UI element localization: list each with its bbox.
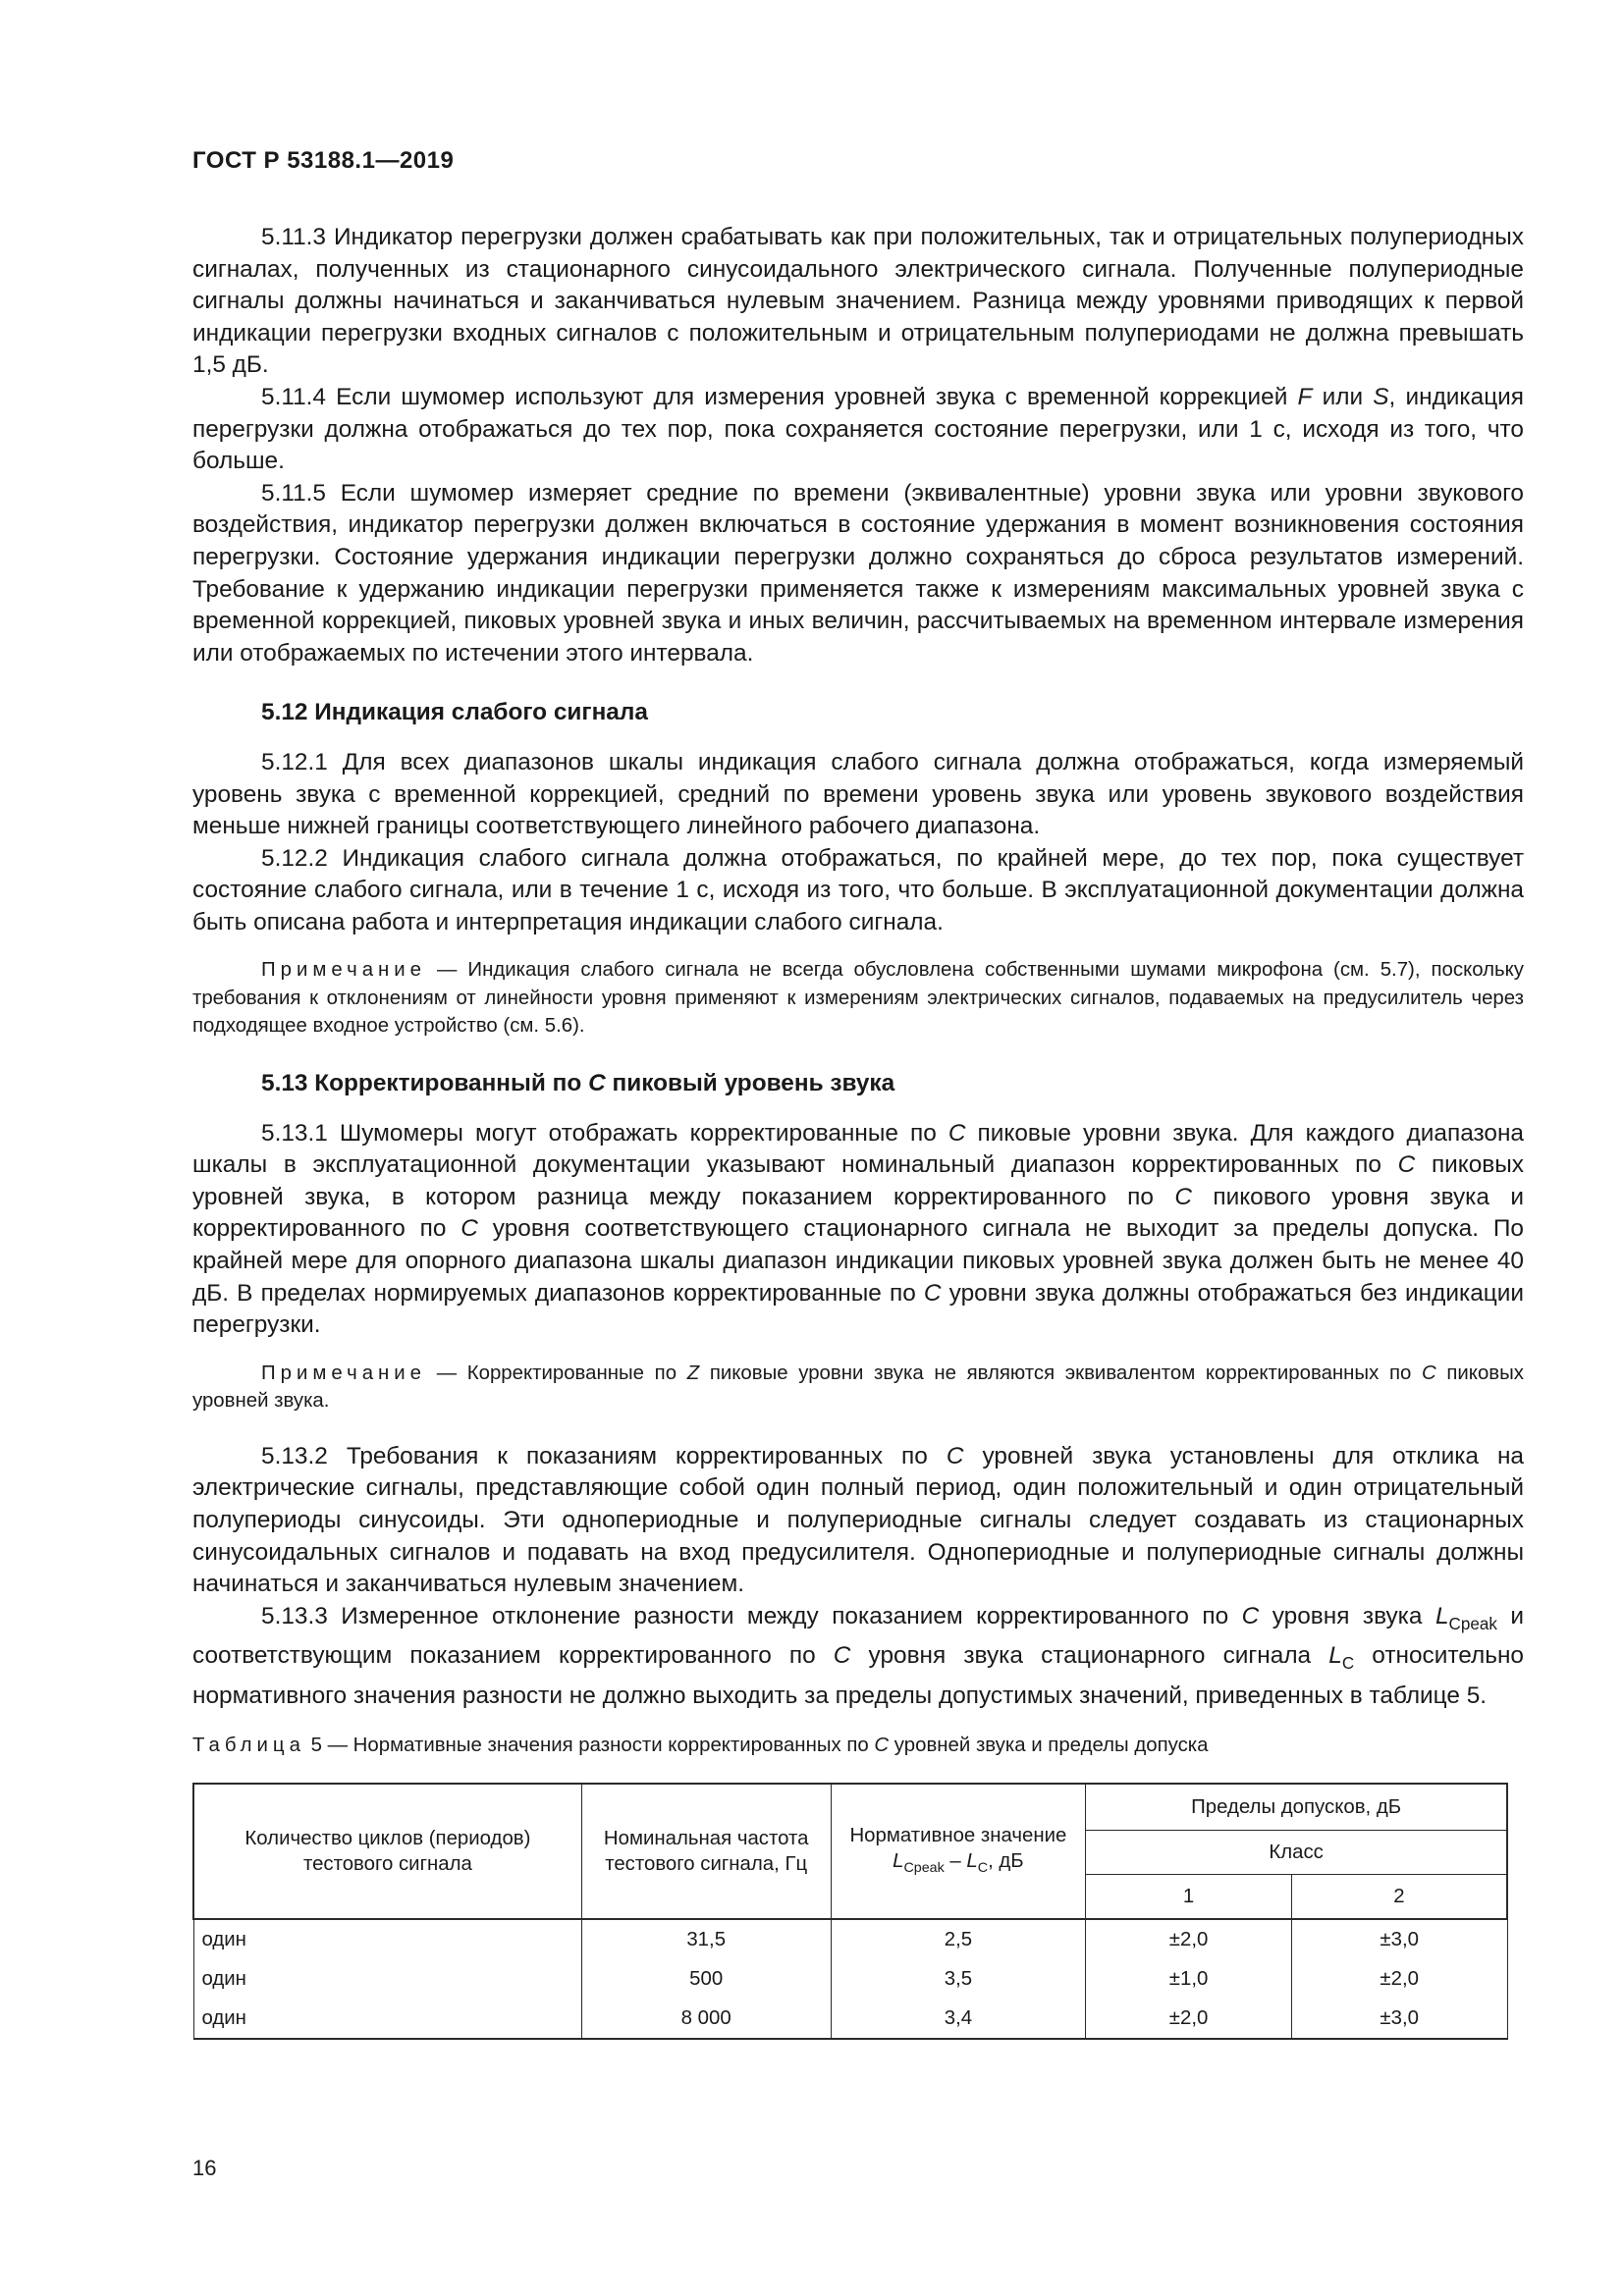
cell-cycles: один [193, 1959, 581, 1999]
cell-class-2: ±3,0 [1291, 1999, 1507, 2039]
text-run: пиковых уровней звука, в котором разница между показанием корректированного по [192, 1151, 1524, 1210]
text-run: — Корректированные по [426, 1362, 687, 1384]
italic-symbol: С [1174, 1183, 1192, 1210]
text-run: пиковые уровни звука не являются эквивалентом корректированных по [699, 1362, 1422, 1384]
table-row [193, 1999, 1507, 2039]
page-number: 16 [192, 2156, 217, 2180]
document-header: ГОСТ Р 53188.1—2019 [192, 147, 455, 174]
text-run: 5.13.1 Шумомеры могут отображать корректированные по [261, 1119, 948, 1147]
italic-symbol: С [1397, 1151, 1416, 1179]
note-label: Примечание [261, 1362, 427, 1384]
header-class-2: 2 [1291, 1875, 1507, 1920]
italic-symbol: L [966, 1849, 978, 1872]
italic-symbol: L [1435, 1602, 1449, 1629]
cell-cycles: один [193, 1919, 581, 1959]
subscript: Cpeak [1448, 1614, 1497, 1633]
text-run: пиковые уровни звука. Для каждого диапазона шкалы в эксплуатационной документации указывают номинальный диапазон корректированных по [192, 1119, 1524, 1179]
note-label: Примечание [261, 959, 427, 982]
paragraph-5-13-2 [192, 1441, 1524, 1601]
caption-label: Таблица [192, 1735, 305, 1757]
text-run: , индикация перегрузки должна отображаться до тех пор, пока сохраняется состояние перегрузки, или 1 с, исходя из того, что больше. [192, 383, 1524, 475]
italic-symbol: С [1241, 1602, 1260, 1629]
text-run: пиковый уровень звука [605, 1069, 895, 1096]
text-run: пикового уровня звука и корректированного по [192, 1183, 1524, 1243]
cell-normative: 3,5 [831, 1959, 1086, 1999]
header-class-1: 1 [1086, 1875, 1292, 1920]
cell-class-1: ±2,0 [1086, 1919, 1292, 1959]
italic-symbol: С [874, 1735, 890, 1757]
subscript: C [977, 1859, 989, 1876]
text-run: пиковых уровней звука. [192, 1362, 1524, 1413]
italic-symbol: С [947, 1119, 966, 1147]
text-run: 5.13 Корректированный по [261, 1069, 589, 1096]
cell-class-1: ±1,0 [1086, 1959, 1292, 1999]
text-run: уровней звука установлены для отклика на электрические сигналы, представляющие собой один полный период, один положительный и один отрицательный полупериоды синусоиды. Эти однопериодные и полупериодные сигналы следует создавать из стационарных синусоидальных сигналов и подавать на вход предусилителя. Однопериодные и полупериодные сигналы должны начинаться и заканчиваться нулевым значением. [192, 1442, 1524, 1598]
table-row [193, 1919, 1507, 1959]
paragraph-5-12-2: 5.12.2 Индикация слабого сигнала должна отображаться, по крайней мере, до тех пор, пока существует состояние слабого сигнала, или в течение 1 с, исходя из того, что больше. В эксплуатационной документации должна быть описана работа и интерпретация индикации слабого сигнала. [192, 844, 1524, 935]
cell-cycles: один [193, 1999, 581, 2039]
cell-class-2: ±3,0 [1291, 1919, 1507, 1959]
text-run: уровня звука стационарного сигнала [850, 1642, 1329, 1670]
text-run: уровня звука [1259, 1602, 1435, 1629]
italic-symbol: С [946, 1442, 964, 1469]
text-run: 5 — Нормативные значения разности корректированных по [304, 1735, 875, 1757]
italic-symbol: S [1373, 383, 1389, 410]
cell-normative: 3,4 [831, 1999, 1086, 2039]
cell-frequency: 500 [581, 1959, 831, 1999]
cell-class-1: ±2,0 [1086, 1999, 1292, 2039]
table-5-caption [192, 1732, 1524, 1759]
header-normative-value [831, 1784, 1086, 1919]
text-run: или [1312, 383, 1374, 410]
document-body [192, 222, 1524, 2040]
subscript: C [1341, 1654, 1355, 1674]
text-run: 5.11.4 Если шумомер используют для измерения уровней звука с временной коррекцией [261, 383, 1298, 410]
italic-symbol: F [1297, 383, 1313, 410]
subscript: Cpeak [903, 1859, 945, 1876]
text-run: уровня соответствующего стационарного сигнала не выходит за пределы допуска. По крайней мере для опорного диапазона шкалы диапазон индикации пиковых уровней звука должен быть не менее 40 дБ. В пределах нормируемых диапазонов корректированные по [192, 1215, 1524, 1307]
italic-symbol: L [893, 1849, 904, 1872]
header-class: Класс [1086, 1831, 1507, 1875]
text-run: и соответствующим показанием корректированного по [192, 1602, 1524, 1670]
paragraph-5-11-4 [192, 382, 1524, 478]
text-run: 5.13.3 Измеренное отклонение разности между показанием корректированного по [261, 1602, 1242, 1629]
text-run: – [944, 1849, 967, 1872]
header-cycles: Количество циклов (периодов) тестового сигнала [193, 1784, 581, 1919]
note-2 [192, 1360, 1524, 1415]
italic-symbol: Z [686, 1362, 700, 1384]
note-1 [192, 956, 1524, 1041]
table-5 [192, 1783, 1508, 2040]
paragraph-5-13-1 [192, 1118, 1524, 1342]
cell-class-2: ±2,0 [1291, 1959, 1507, 1999]
table-row [193, 1959, 1507, 1999]
section-heading-5-13 [192, 1068, 1524, 1100]
text-run: уровни звука должны отображаться без индикации перегрузки. [192, 1279, 1524, 1339]
text-run: , дБ [988, 1849, 1024, 1872]
paragraph-5-11-5: 5.11.5 Если шумомер измеряет средние по времени (эквивалентные) уровни звука или уровни звукового воздействия, индикатор перегрузки должен включаться в состояние удержания в момент возникновения состояния перегрузки. Состояние удержания индикации перегрузки должно сохраняться до сброса результатов измерений. Требование к удержанию индикации перегрузки применяется также к измерениям максимальных уровней звука с временной коррекцией, пиковых уровней звука и иных величин, рассчитываемых на временном интервале измерения или отображаемых по истечении этого интервала. [192, 479, 1524, 667]
cell-frequency: 31,5 [581, 1919, 831, 1959]
italic-symbol: С [588, 1069, 606, 1096]
note-text: — Индикация слабого сигнала не всегда обусловлена собственными шумами микрофона (см. 5.7), поскольку требования к отклонениям от линейности уровня применяют к измерениям электрических сигналов, подаваемых на предусилитель через подходящее входное устройство (см. 5.6). [192, 959, 1524, 1038]
italic-symbol: С [833, 1642, 851, 1670]
text-run: Нормативное значение [849, 1824, 1067, 1846]
paragraph-5-13-3 [192, 1601, 1524, 1713]
text-run: относительно нормативного значения разности не должно выходить за пределы допустимых значений, приведенных в таблице 5. [192, 1642, 1524, 1709]
cell-frequency: 8 000 [581, 1999, 831, 2039]
italic-symbol: С [923, 1279, 942, 1307]
section-heading-5-12: 5.12 Индикация слабого сигнала [261, 699, 648, 726]
text-run: уровней звука и пределы допуска [889, 1735, 1209, 1757]
paragraph-5-11-3: 5.11.3 Индикатор перегрузки должен срабатывать как при положительных, так и отрицательных полупериодных сигналах, полученных из стационарного синусоидального электрического сигнала. Полученные полупериодные сигналы должны начинаться и заканчиваться нулевым значением. Разница между уровнями приводящих к первой индикации перегрузки входных сигналов с положительным и отрицательным полупериодами не должна превышать 1,5 дБ. [192, 224, 1524, 379]
italic-symbol: С [1421, 1362, 1436, 1384]
paragraph-5-12-1: 5.12.1 Для всех диапазонов шкалы индикация слабого сигнала должна отображаться, когда измеряемый уровень звука с временной коррекцией, средний по времени уровень звука или уровень звукового воздействия меньше нижней границы соответствующего линейного рабочего диапазона. [192, 748, 1524, 840]
cell-normative: 2,5 [831, 1919, 1086, 1959]
italic-symbol: С [460, 1215, 478, 1243]
text-run: 5.13.2 Требования к показаниям корректированных по [261, 1442, 947, 1469]
header-tolerance: Пределы допусков, дБ [1086, 1784, 1507, 1831]
header-frequency: Номинальная частота тестового сигнала, Гц [581, 1784, 831, 1919]
italic-symbol: L [1328, 1642, 1342, 1670]
